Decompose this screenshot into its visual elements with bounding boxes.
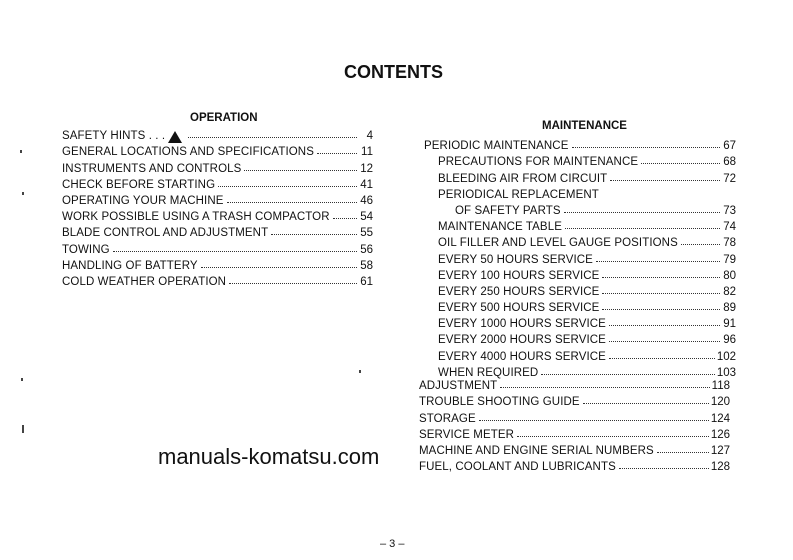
toc-entry-label: EVERY 50 HOURS SERVICE [438, 253, 593, 266]
toc-entry-page: 58 [360, 259, 373, 272]
dot-leader [609, 341, 720, 342]
toc-entry-page: 67 [723, 140, 736, 153]
operation-toc [62, 126, 373, 288]
toc-entry-label: INSTRUMENTS AND CONTROLS [62, 162, 242, 175]
toc-entry[interactable] [424, 217, 736, 233]
toc-entry-page: 41 [360, 178, 373, 191]
other-toc [419, 376, 730, 473]
toc-entry[interactable] [424, 314, 736, 330]
toc-entry-label: BLADE CONTROL AND ADJUSTMENT [62, 227, 269, 240]
toc-entry-page: 12 [360, 162, 373, 175]
dot-leader [681, 244, 720, 245]
operation-heading: OPERATION [190, 112, 258, 124]
toc-entry-label: HANDLING OF BATTERY [62, 259, 198, 272]
toc-entry-label: SERVICE METER [419, 428, 515, 441]
toc-entry-label: MAINTENANCE TABLE [438, 221, 562, 234]
toc-entry-label: PERIODIC MAINTENANCE [424, 140, 569, 153]
toc-entry-page: 11 [361, 146, 373, 159]
toc-entry[interactable] [419, 425, 730, 441]
dot-leader [244, 170, 357, 171]
toc-entry-label: WHEN REQUIRED [438, 366, 539, 379]
toc-entry[interactable] [62, 126, 373, 142]
toc-entry-page: 78 [723, 237, 736, 250]
toc-entry[interactable] [62, 175, 373, 191]
toc-entry-label: PRECAUTIONS FOR MAINTENANCE [438, 156, 639, 169]
toc-entry-page: 61 [360, 275, 373, 288]
dot-leader [218, 186, 357, 187]
scan-speck [22, 192, 24, 195]
toc-entry-label: EVERY 4000 HOURS SERVICE [438, 350, 606, 363]
toc-entry[interactable] [424, 233, 736, 249]
dot-leader [188, 137, 357, 138]
toc-entry-page: 127 [710, 444, 730, 457]
toc-entry-page: 73 [723, 204, 736, 217]
toc-entry-label: MACHINE AND ENGINE SERIAL NUMBERS [419, 444, 654, 457]
dot-leader [500, 387, 709, 388]
toc-entry-page: 82 [723, 285, 736, 298]
dot-leader [602, 293, 720, 294]
toc-entry[interactable] [424, 249, 736, 265]
toc-entry[interactable] [424, 168, 736, 184]
toc-entry-page: 68 [723, 156, 736, 169]
toc-entry-page: 124 [710, 412, 730, 425]
toc-entry-page: 128 [710, 461, 730, 474]
toc-entry[interactable] [424, 185, 736, 201]
toc-entry-page: 56 [360, 243, 373, 256]
toc-entry[interactable] [424, 201, 736, 217]
toc-entry-label: STORAGE [419, 412, 476, 425]
maintenance-toc [424, 136, 736, 379]
toc-entry[interactable] [419, 376, 730, 392]
toc-entry-label: OPERATING YOUR MACHINE [62, 194, 224, 207]
toc-entry-page: 55 [360, 227, 373, 240]
title-text: CONTENTS [344, 62, 443, 82]
toc-entry-page: 79 [723, 253, 736, 266]
toc-entry-label: TROUBLE SHOOTING GUIDE [419, 396, 580, 409]
dot-leader [596, 261, 720, 262]
page-number: – 3 – [380, 538, 405, 550]
toc-entry-page: 120 [710, 396, 730, 409]
toc-entry-page: 126 [710, 428, 730, 441]
dot-leader [271, 234, 357, 235]
dot-leader [564, 212, 720, 213]
toc-entry-label: OF SAFETY PARTS [455, 204, 561, 217]
dot-leader [565, 228, 720, 229]
toc-entry-label: CHECK BEFORE STARTING [62, 178, 216, 191]
toc-entry-label: PERIODICAL REPLACEMENT [438, 188, 599, 201]
toc-entry[interactable] [424, 282, 736, 298]
toc-entry-page: 91 [723, 318, 736, 331]
toc-entry-label: EVERY 250 HOURS SERVICE [438, 285, 600, 298]
toc-entry-page: 72 [723, 172, 736, 185]
warning-triangle-icon [168, 131, 182, 143]
dot-leader [201, 267, 357, 268]
toc-entry[interactable] [424, 298, 736, 314]
dot-leader [541, 374, 714, 375]
toc-entry-label: GENERAL LOCATIONS AND SPECIFICATIONS [62, 146, 314, 159]
toc-entry-page: 118 [711, 380, 730, 393]
toc-entry-page: 46 [360, 194, 373, 207]
scan-speck [21, 378, 23, 381]
dot-leader [609, 325, 720, 326]
toc-entry-page: 89 [723, 302, 736, 315]
toc-entry-page: 102 [716, 350, 736, 363]
dot-leader [583, 403, 709, 404]
dot-leader [641, 163, 720, 164]
toc-entry-page: 103 [716, 366, 736, 379]
toc-entry[interactable] [62, 142, 373, 158]
toc-entry[interactable] [424, 330, 736, 346]
toc-entry[interactable] [424, 152, 736, 168]
dot-leader [602, 277, 720, 278]
dot-leader [333, 218, 357, 219]
toc-entry[interactable] [419, 457, 730, 473]
toc-entry[interactable] [419, 392, 730, 408]
toc-entry-label: EVERY 100 HOURS SERVICE [438, 269, 600, 282]
toc-entry-label: EVERY 1000 HOURS SERVICE [438, 318, 606, 331]
dot-leader [572, 147, 721, 148]
toc-entry-label: BLEEDING AIR FROM CIRCUIT [438, 172, 608, 185]
toc-entry-page: 96 [723, 334, 736, 347]
scan-speck [359, 370, 361, 373]
toc-entry[interactable] [62, 256, 373, 272]
toc-entry[interactable] [419, 441, 730, 457]
dot-leader [227, 202, 357, 203]
toc-entry-label: EVERY 500 HOURS SERVICE [438, 302, 600, 315]
toc-entry-label: FUEL, COOLANT AND LUBRICANTS [419, 461, 616, 474]
dot-leader [609, 358, 715, 359]
dot-leader [479, 420, 709, 421]
toc-entry-label: SAFETY HINTS . . . [62, 130, 166, 143]
toc-entry[interactable] [62, 239, 373, 255]
toc-entry-label: COLD WEATHER OPERATION [62, 275, 227, 288]
dot-leader [610, 180, 720, 181]
dot-leader [113, 251, 357, 252]
toc-entry[interactable] [419, 408, 730, 424]
toc-entry-page: 4 [366, 130, 373, 143]
toc-entry-page: 74 [723, 221, 736, 234]
dot-leader [317, 153, 357, 154]
toc-entry[interactable] [62, 207, 373, 223]
watermark: manuals-komatsu.com [158, 444, 380, 469]
toc-entry-label: TOWING [62, 243, 110, 256]
toc-entry-label: OIL FILLER AND LEVEL GAUGE POSITIONS [438, 237, 678, 250]
dot-leader [229, 283, 357, 284]
dot-leader [657, 452, 709, 453]
dot-leader [619, 468, 709, 469]
toc-entry[interactable] [424, 136, 736, 152]
toc-entry[interactable] [62, 272, 373, 288]
dot-leader [602, 309, 720, 310]
toc-entry[interactable] [424, 346, 736, 362]
toc-entry-page: 54 [360, 211, 373, 224]
toc-entry[interactable] [62, 158, 373, 174]
toc-entry[interactable] [62, 191, 373, 207]
toc-entry-label: ADJUSTMENT [419, 380, 498, 393]
toc-entry[interactable] [424, 266, 736, 282]
toc-entry-label: WORK POSSIBLE USING A TRASH COMPACTOR [62, 211, 330, 224]
toc-entry-page: 80 [723, 269, 736, 282]
toc-entry-label: EVERY 2000 HOURS SERVICE [438, 334, 606, 347]
dot-leader [517, 436, 709, 437]
maintenance-heading: MAINTENANCE [542, 120, 627, 132]
toc-entry[interactable] [62, 223, 373, 239]
scan-speck [22, 425, 24, 433]
scan-speck [20, 150, 22, 153]
